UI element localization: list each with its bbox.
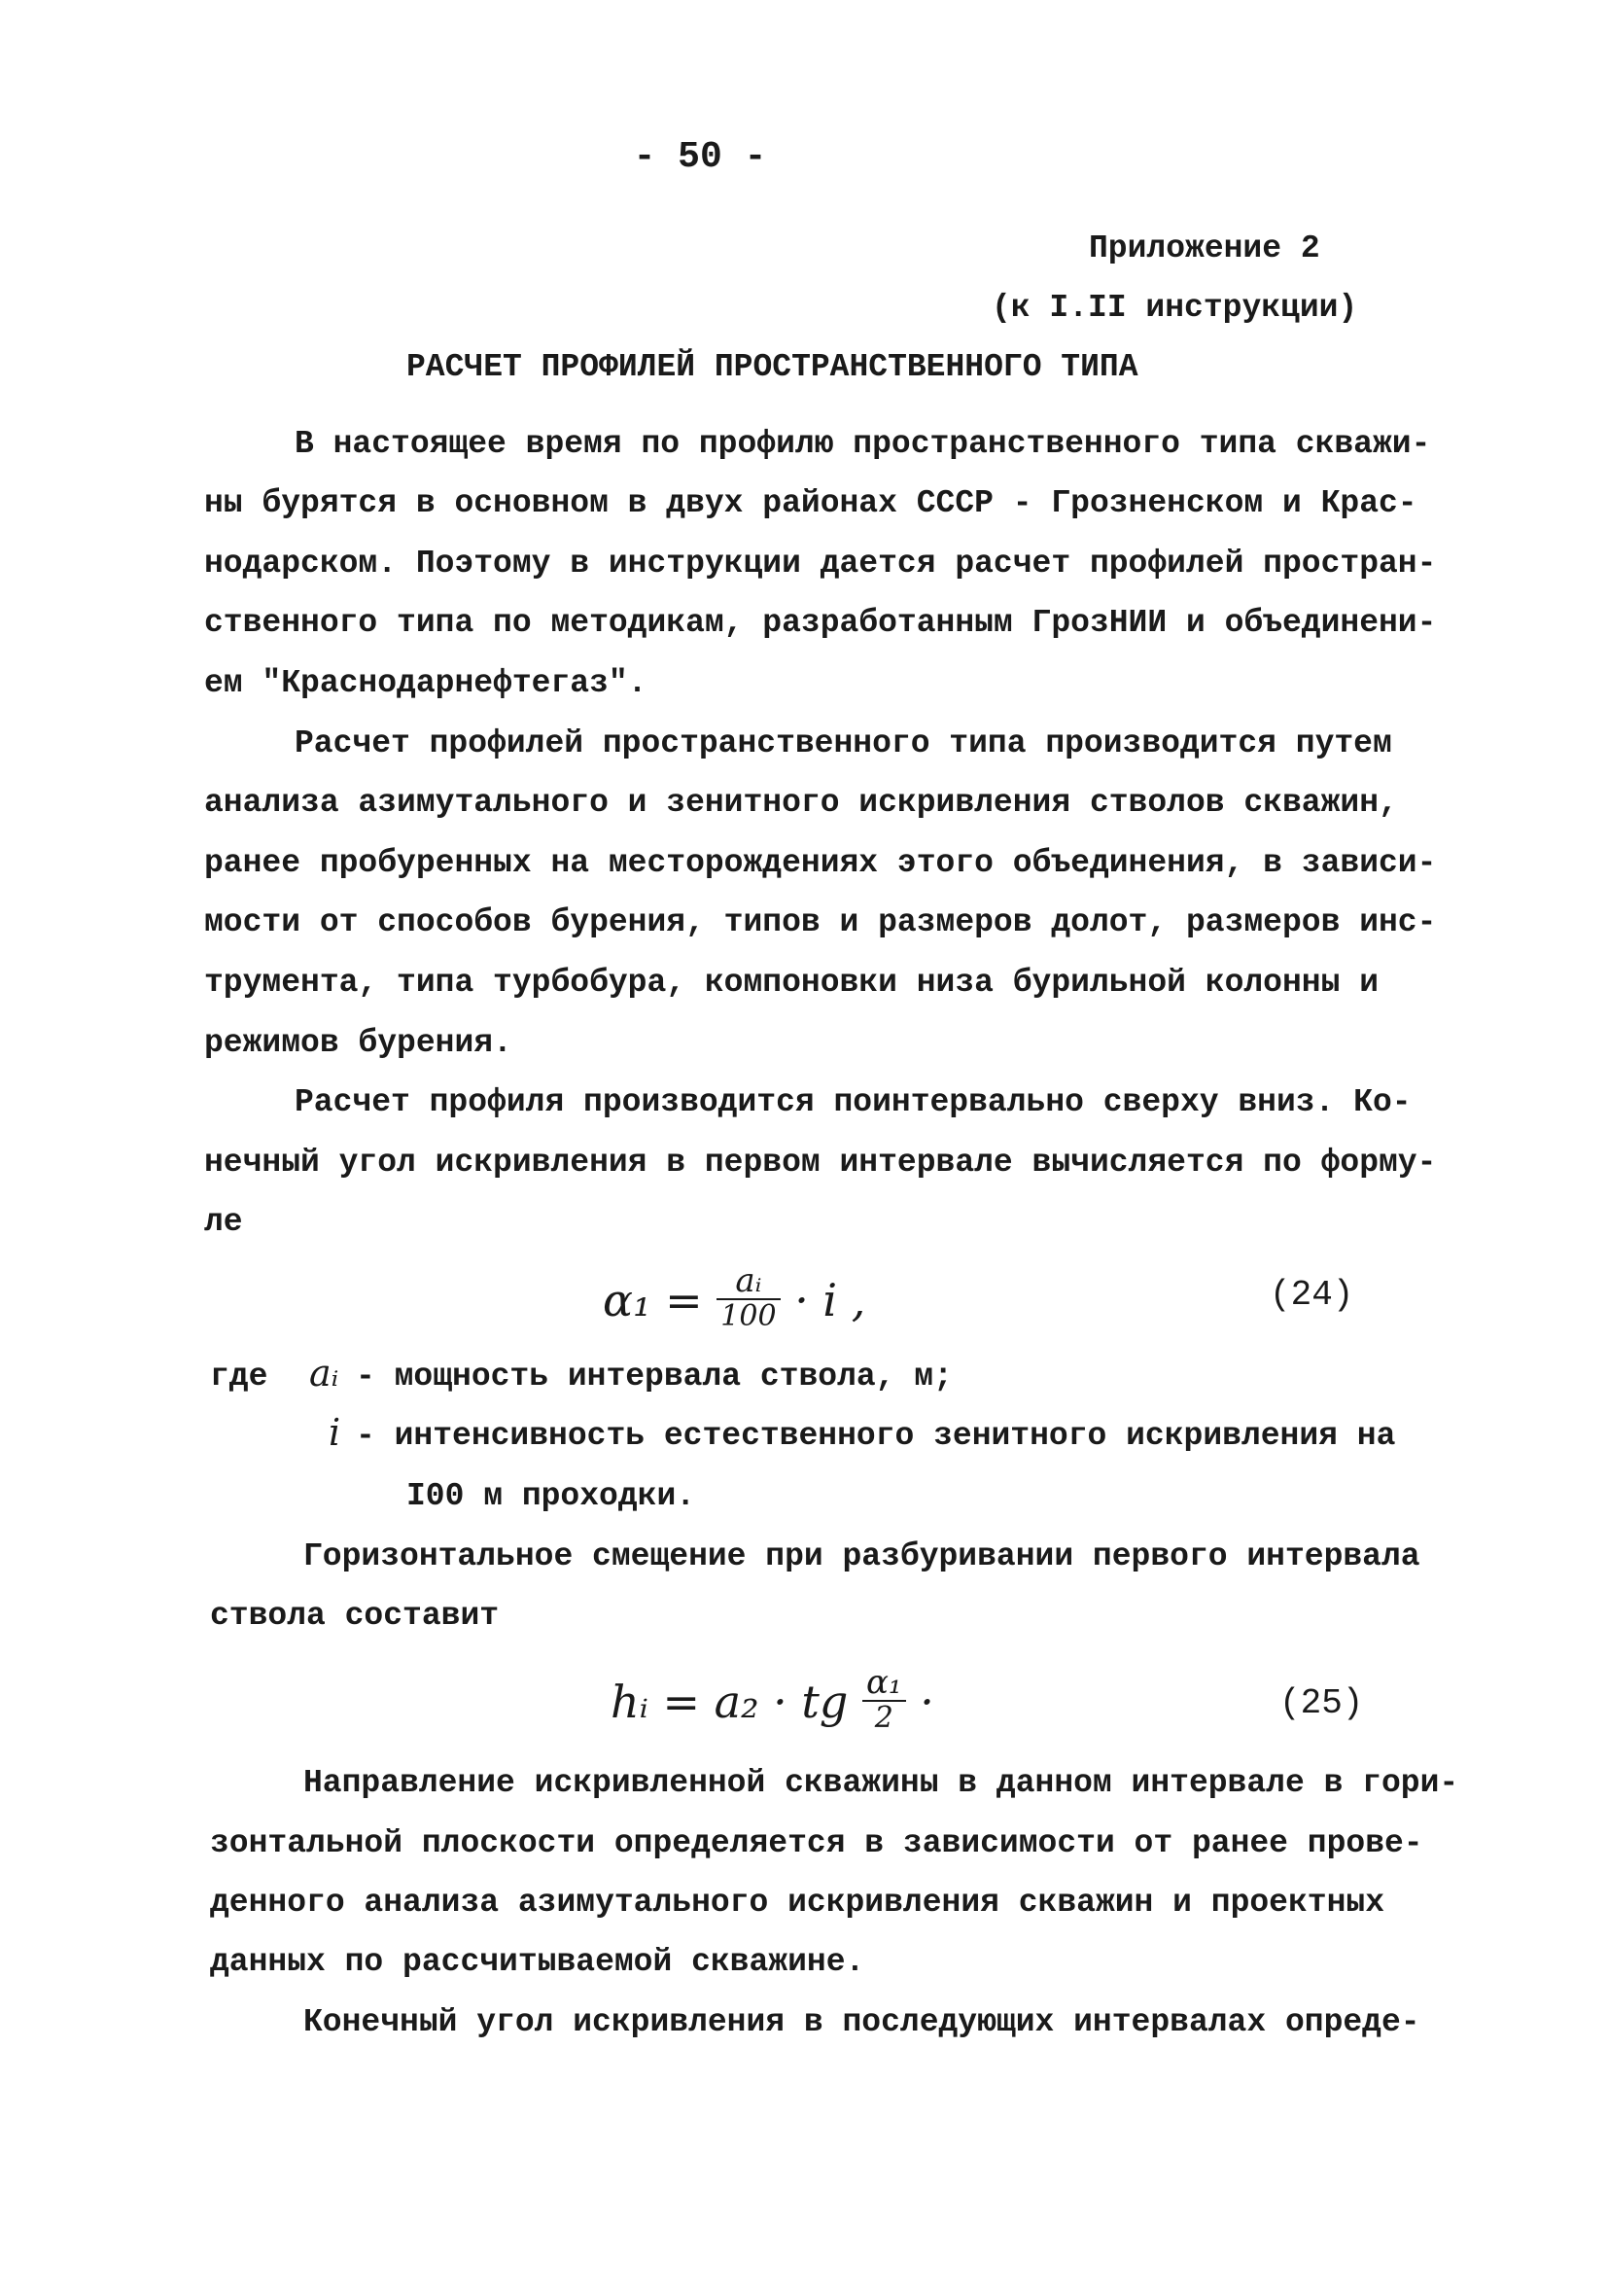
section-heading: РАСЧЕТ ПРОФИЛЕЙ ПРОСТРАНСТВЕННОГО ТИПА bbox=[406, 349, 1138, 385]
formula-24-rhs: · i , bbox=[794, 1274, 866, 1326]
formula-25-rhs: · bbox=[920, 1676, 934, 1728]
text-line: ственного типа по методикам, разработанным ГрозНИИ и объединени- bbox=[204, 605, 1437, 641]
where-symbol-i: i bbox=[329, 1411, 341, 1454]
where-definition-i-cont: I00 м проходки. bbox=[406, 1478, 696, 1514]
text-line: Направление искривленной скважины в данном интервале в гори- bbox=[303, 1765, 1459, 1801]
appendix-title: Приложение 2 bbox=[1089, 230, 1320, 266]
text-line: Расчет профилей пространственного типа производится путем bbox=[295, 725, 1392, 761]
formula-25-numerator: α₁ bbox=[862, 1665, 906, 1702]
equation-number-25: (25) bbox=[1279, 1683, 1364, 1723]
text-line: Конечный угол искривления в последующих интервалах опреде- bbox=[303, 2004, 1420, 2040]
appendix-reference: (к I.II инструкции) bbox=[992, 290, 1358, 326]
where-definition-a: - мощность интервала ствола, м; bbox=[356, 1359, 953, 1395]
where-symbol-a: aᵢ bbox=[309, 1352, 339, 1395]
text-line: анализа азимутального и зенитного искривления стволов скважин, bbox=[204, 785, 1398, 821]
equation-number-24: (24) bbox=[1270, 1275, 1354, 1315]
formula-25-denominator: 2 bbox=[874, 1701, 893, 1735]
formula-24-numerator: aᵢ bbox=[717, 1263, 780, 1300]
text-line: мости от способов бурения, типов и размеров долот, размеров инс- bbox=[204, 904, 1437, 940]
text-line: Расчет профиля производится поинтервально сверху вниз. Ко- bbox=[295, 1084, 1412, 1120]
page-number: - 50 - bbox=[633, 136, 767, 178]
text-line: ранее пробуренных на месторождениях этого объединения, в зависи- bbox=[204, 845, 1437, 881]
text-line: зонтальной плоскости определяется в зависимости от ранее прове- bbox=[210, 1825, 1423, 1861]
text-line: В настоящее время по профилю пространственного типа скважи- bbox=[295, 426, 1431, 462]
formula-24-lhs: α₁ = bbox=[603, 1274, 703, 1326]
text-line: ле bbox=[204, 1204, 243, 1240]
formula-25-fraction bbox=[862, 1665, 906, 1735]
where-label: где bbox=[210, 1359, 268, 1395]
text-line: ствола составит bbox=[210, 1598, 500, 1634]
text-line: режимов бурения. bbox=[204, 1025, 512, 1061]
where-definition-i: - интенсивность естественного зенитного искривления на bbox=[356, 1418, 1396, 1454]
text-line: ем "Краснодарнефтегаз". bbox=[204, 665, 647, 701]
formula-25 bbox=[611, 1663, 934, 1741]
text-line: нечный угол искривления в первом интервале вычисляется по форму- bbox=[204, 1145, 1437, 1181]
text-line: денного анализа азимутального искривления скважин и проектных bbox=[210, 1885, 1384, 1921]
formula-24-fraction bbox=[717, 1263, 780, 1333]
text-line: данных по рассчитываемой скважине. bbox=[210, 1944, 865, 1980]
formula-24 bbox=[603, 1261, 866, 1339]
text-line: нодарском. Поэтому в инструкции дается расчет профилей простран- bbox=[204, 546, 1437, 582]
text-line: Горизонтальное смещение при разбуривании первого интервала bbox=[303, 1538, 1420, 1574]
text-line: трумента, типа турбобура, компоновки низа бурильной колонны и bbox=[204, 965, 1379, 1001]
text-line: ны бурятся в основном в двух районах СССР - Грозненском и Крас- bbox=[204, 485, 1417, 521]
formula-25-lhs: hᵢ = a₂ · tg bbox=[611, 1676, 849, 1728]
formula-24-denominator: 100 bbox=[720, 1299, 777, 1333]
